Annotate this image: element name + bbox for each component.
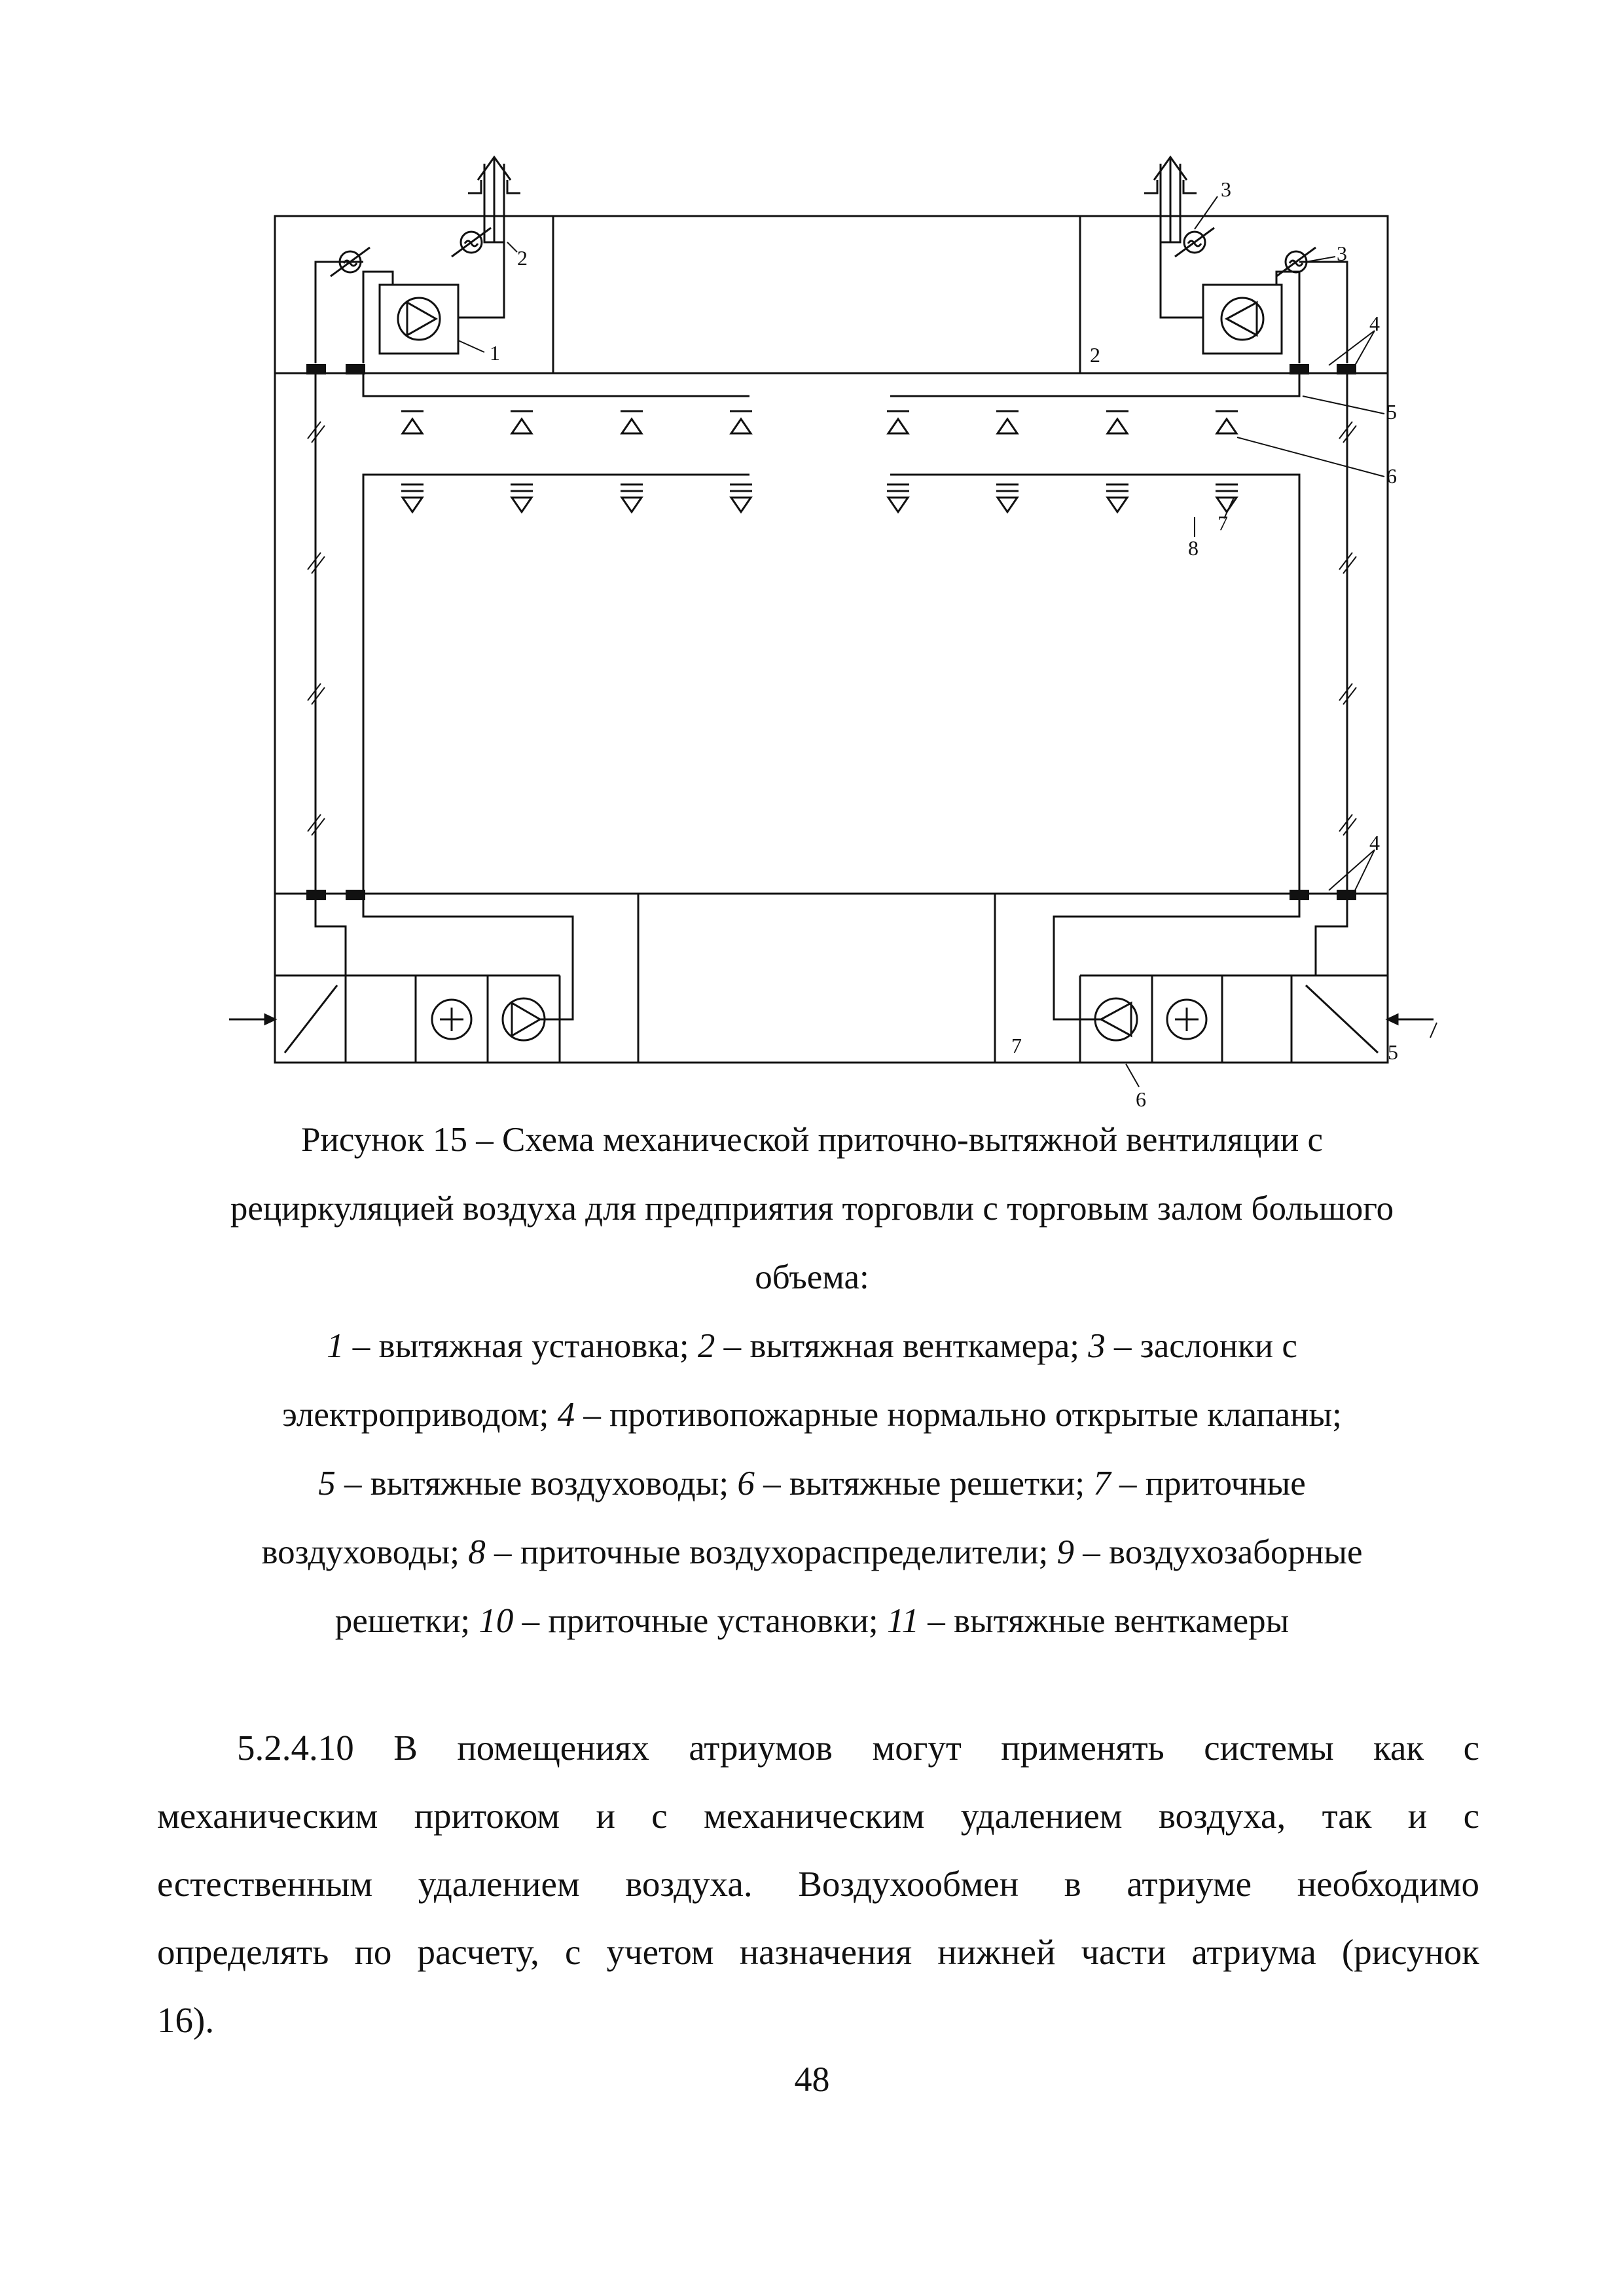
- left-exhaust-inlet-b: [316, 262, 363, 363]
- label-2-left: 2: [517, 246, 528, 270]
- legend-num: 5: [318, 1465, 336, 1503]
- legend-num: 9: [1056, 1533, 1075, 1571]
- page-number: 48: [794, 2060, 830, 2099]
- label-8: 8: [1188, 536, 1199, 560]
- label-7-bottom: 7: [1011, 1034, 1022, 1057]
- paragraph-line: 16).: [157, 2000, 215, 2040]
- caption-legend-line-2: [118, 1394, 1506, 1435]
- right-exhaust-inlet-b: [1299, 262, 1347, 363]
- caption-legend-line-4: [118, 1532, 1506, 1573]
- legend-text: – противопожарные нормально открытые клапаны;: [575, 1396, 1342, 1434]
- leader-lines: [458, 196, 1437, 1087]
- duct-hash-marks: [308, 422, 1356, 835]
- label-7-top: 7: [1218, 511, 1228, 535]
- legend-text: решетки;: [334, 1602, 479, 1640]
- ventilation-schematic: [216, 144, 1447, 1126]
- label-3-side: 3: [1337, 242, 1347, 265]
- label-1: 1: [490, 341, 500, 365]
- caption-title-line-3: объема:: [755, 1258, 869, 1296]
- legend-text: – вытяжные венткамеры: [919, 1602, 1290, 1640]
- body-paragraph: [157, 1714, 1479, 2054]
- legend-text: – вытяжная установка;: [344, 1327, 698, 1365]
- fire-dampers: [306, 364, 1356, 900]
- right-supply-link-a: [1316, 900, 1347, 975]
- label-6-top: 6: [1386, 464, 1397, 488]
- legend-num: 11: [886, 1602, 919, 1640]
- left-supply-link-b: [363, 900, 573, 1019]
- right-supply-diffusers: [887, 484, 1238, 512]
- caption-title-line-2: рециркуляцией воздуха для предприятия торговли с торговым залом большого: [230, 1190, 1394, 1228]
- paragraph-line: 5.2.4.10 В помещениях атриумов могут применять системы как с: [237, 1728, 1479, 1768]
- legend-num: 1: [327, 1327, 344, 1365]
- left-exhaust-fan-arrow: [407, 302, 436, 335]
- paragraph-line: естественным удалением воздуха. Воздухообмен в атриуме необходимо: [157, 1864, 1479, 1904]
- legend-text: – воздухозаборные: [1074, 1533, 1363, 1571]
- left-exhaust-duct: [363, 373, 749, 396]
- left-exhaust-fan-icon: [398, 298, 440, 340]
- left-supply-fan-arrow: [512, 1003, 540, 1036]
- legend-num: 8: [468, 1533, 486, 1571]
- right-intake-grille-diagonal: [1306, 985, 1378, 1053]
- legend-num: 7: [1093, 1465, 1111, 1503]
- label-4-bottom: 4: [1369, 831, 1380, 854]
- label-3-top: 3: [1221, 177, 1231, 201]
- legend-text: – вытяжная венткамера;: [715, 1327, 1089, 1365]
- label-5-top: 5: [1386, 400, 1397, 424]
- right-exhaust-duct: [890, 373, 1299, 396]
- right-exhaust-fan-arrow: [1227, 302, 1257, 335]
- legend-num: 10: [478, 1602, 514, 1640]
- legend-text: – приточные установки;: [513, 1602, 887, 1640]
- caption-title-line-1: Рисунок 15 – Схема механической приточно-вытяжной вентиляции с: [300, 1121, 1323, 1159]
- schematic-svg: [216, 144, 1447, 1126]
- label-2-right: 2: [1090, 343, 1100, 367]
- left-intake-arrow: [229, 1015, 275, 1024]
- left-exhaust-unit-box: [380, 285, 458, 354]
- legend-num: 3: [1088, 1327, 1106, 1365]
- caption-legend-line-3: [118, 1463, 1506, 1504]
- left-supply-link-a: [316, 900, 346, 975]
- left-intake-grille-diagonal: [285, 985, 337, 1053]
- label-5-bottom: 5: [1388, 1040, 1398, 1064]
- right-supply-fan-arrow: [1101, 1003, 1131, 1036]
- right-intake-arrow: [1388, 1015, 1434, 1024]
- right-exhaust-unit-box: [1203, 285, 1282, 354]
- paragraph-line: механическим притоком и с механическим удалением воздуха, так и с: [157, 1796, 1479, 1836]
- label-6-bottom: 6: [1136, 1087, 1146, 1111]
- legend-text: – заслонки с: [1105, 1327, 1297, 1365]
- paragraph-line: определять по расчету, с учетом назначения нижней части атриума (рисунок: [157, 1932, 1479, 1972]
- label-4-top: 4: [1369, 312, 1380, 335]
- legend-num: 2: [697, 1327, 715, 1365]
- legend-text: – вытяжные решетки;: [754, 1465, 1094, 1503]
- left-supply-duct: [363, 475, 749, 894]
- left-exhaust-grilles: [401, 411, 752, 433]
- legend-text: – вытяжные воздуховоды;: [335, 1465, 738, 1503]
- caption-legend-line-1: [118, 1326, 1506, 1366]
- legend-text: электроприводом;: [282, 1396, 558, 1434]
- legend-text: воздуховоды;: [261, 1533, 469, 1571]
- legend-num: 6: [737, 1465, 755, 1503]
- legend-text: – приточные воздухораспределители;: [485, 1533, 1057, 1571]
- left-supply-diffusers: [401, 484, 752, 512]
- legend-num: 4: [557, 1396, 575, 1434]
- right-supply-duct: [890, 475, 1299, 894]
- right-exhaust-grilles: [887, 411, 1238, 433]
- caption-legend-line-5: [118, 1601, 1506, 1641]
- legend-text: – приточные: [1110, 1465, 1306, 1503]
- building-outline: [275, 216, 1388, 1063]
